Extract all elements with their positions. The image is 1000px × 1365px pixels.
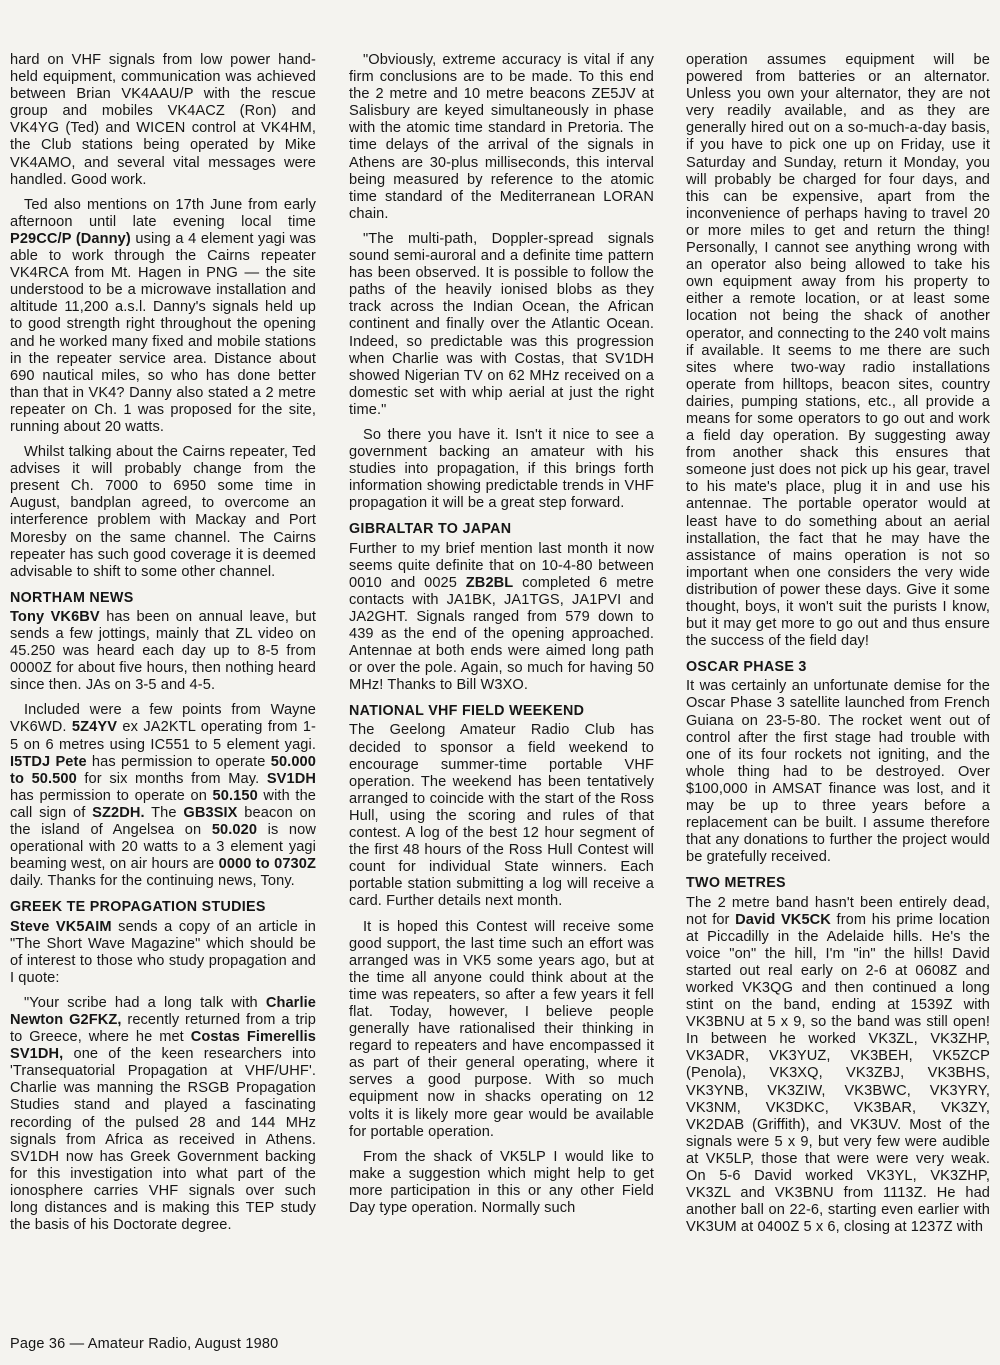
paragraph: "Your scribe had a long talk with Charlie Newton G2FKZ, recently returned from a trip to Greece, where he met Costas Fimerellis SV1DH, one of the keen researchers into 'Transequatorial Propagation at VHF/UHF'. Charlie was manning the RSGB Propagation Studies stand and played a fascinating recording of the pulsed 28 and 144 MHz signals from Africa as received in Athens. SV1DH now has Greek Government backing for this investigation into what part of the ionosphere carries VHF signals over such long distances and is making this TEP study the basis of his Doctorate degree.: [10, 994, 316, 1234]
paragraph: "Obviously, extreme accuracy is vital if any firm conclusions are to be made. To this end the 2 metre and 10 metre beacons ZE5JV at Salisbury are keyed simultaneously in phase with the atomic time standard in Pretoria. The time delays of the arrival of the signals in Athens are 30-plus milliseconds, this interval being measured by reference to the atomic time standard of the Mediterranean LORAN chain.: [349, 52, 654, 222]
section-heading-national-vhf: NATIONAL VHF FIELD WEEKEND: [349, 703, 585, 720]
paragraph: Included were a few points from Wayne VK6WD. 5Z4YV ex JA2KTL operating from 1-5 on 6 metres using IC551 to 5 element yagi. I5TDJ Pete has permission to operate 50.000 to 50.500 for six months from May. SV1DH has permission to operate on 50.150 with the call sign of SZ2DH. The GB3SIX beacon on the island of Angelsea on 50.020 is now operational with 20 watts to a 3 element yagi beaming west, on air hours are 0000 to 0730Z daily. Thanks for the continuing news, Tony.: [10, 702, 317, 890]
paragraph: The Geelong Amateur Radio Club has decided to sponsor a field weekend to encourage summer-time portable VHF operation. The weekend has been tentatively arranged to coincide with the start of the Ross Hull, using the scoring and rules of that contest. A log of the best 12 hour segment of the first 48 hours of the Ross Hull Contest will count for individual State winners. Each portable station submitting a log will receive a card. Further details next month.: [349, 722, 654, 910]
paragraph: hard on VHF signals from low power hand-held equipment, communication was achieved between Brian VK4AAU/P with the rescue group and mobiles VK4ACZ (Ron) and VK4YG (Ted) and WICEN control at VK4HM, the Club stations being operated by Mike VK4AMO, and several vital messages were handled. Good work.: [10, 52, 316, 188]
paragraph: Ted also mentions on 17th June from early afternoon until late evening local time P29CC/P (Danny) using a 4 element yagi was able to work through the Cairns repeater VK4RCA from Mt. Hagen in PNG — the site understood to be a microwave installation and altitude 11,200 a.s.l. Danny's signals held up to good strength right throughout the opening and he worked many fixed and mobile stations in the repeater service area. Distance about 690 nautical miles, so who has done better than that in VK4? Danny also stated a 2 metre repeater on Ch. 1 was proposed for the site, running about 20 watts.: [10, 196, 316, 435]
paragraph: Further to my brief mention last month it now seems quite definite that on 10-4-80 between 0010 and 0025 ZB2BL completed 6 metre contacts with JA1BK, JA1TGS, JA1PVI and JA2GHT. Signals ranged from 579 down to 439 as the end of the opening approached. Antennae at both ends were aimed long path or over the pole. Again, so much for having 50 MHz! Thanks to Bill W3XO.: [349, 540, 654, 694]
section-heading-two-metres: TWO METRES: [686, 875, 786, 892]
paragraph: "The multi-path, Doppler-spread signals sound semi-auroral and a definite time pattern has been observed. It is possible to follow the paths of the heavily ionised blobs as they track across the Indian Ocean, the African continent and finally over the Atlantic Ocean. Indeed, so predictable was this progression when Charlie was with Costas, that SV1DH showed Nigerian TV on 62 MHz received on a domestic set with whip aerial at just the right time.": [349, 230, 654, 418]
page-footer: Page 36 — Amateur Radio, August 1980: [10, 1336, 279, 1352]
callsign: P29CC/P (Danny): [10, 230, 131, 247]
column-2: [349, 52, 654, 1225]
paragraph: So there you have it. Isn't it nice to see a government backing an amateur with his studies into propagation, if this brings forth information showing predictable trends in VHF propagation it will be a great step forward.: [349, 426, 654, 512]
section-heading-northam-news: NORTHAM NEWS: [10, 589, 134, 606]
paragraph: Steve VK5AIM sends a copy of an article in "The Short Wave Magazine" which should be of interest to those who study propagation and I quote:: [10, 918, 316, 986]
paragraph: It was certainly an unfortunate demise for the Oscar Phase 3 satellite launched from French Guiana on 23-5-80. The rocket went out of control after the first stage had trouble with one of its four rockets not igniting, and the whole thing had to be destroyed. Over $100,000 in AMSAT finance was lost, and it may be up to three years before a replacement can be built. I assume therefore that any donations to further the project would be gratefully received.: [686, 678, 990, 866]
paragraph: From the shack of VK5LP I would like to make a suggestion which might help to get more participation in this or any other Field Day type operation. Normally such: [349, 1148, 654, 1216]
column-1: [10, 52, 316, 1242]
section-heading-greek-te: GREEK TE PROPAGATION STUDIES: [10, 899, 266, 916]
paragraph: Whilst talking about the Cairns repeater, Ted advises it will probably change from the present Ch. 7000 to 6950 some time in August, bandplan agreed, to overcome an interference problem with Mackay and Port Moresby on the same channel. The Cairns repeater has such good coverage it is deemed advisable to shift to some other channel.: [10, 444, 316, 580]
section-heading-gibraltar: GIBRALTAR TO JAPAN: [349, 521, 512, 538]
column-3: [686, 52, 990, 1244]
section-heading-oscar: OSCAR PHASE 3: [686, 659, 807, 676]
paragraph: Tony VK6BV has been on annual leave, but sends a few jottings, mainly that ZL video on 45.250 was heard each day up to 8-5 from 0000Z for about five hours, then nothing heard since then. JAs on 3-5 and 4-5.: [10, 608, 316, 694]
paragraph: operation assumes equipment will be powered from batteries or an alternator. Unless you own your alternator, they are not very readily available, and as they are generally hired out on a so-much-a-day basis, if you have to pick one up on Friday, use it Saturday and Sunday, return it Monday, you will probably be charged for four days, and this can be expensive, apart from the inconvenience of perhaps having to travel 20 or more miles to get and return the thing! Personally, I cannot see anything wrong with an operator also being allowed to take his own equipment away from his property to either a remote location, or at least some location not being the shack of another operator, and connecting to the 240 volt mains if available. It seems to me there are such sites where two-way radio installations operate from hilltops, beacon sites, country dairies, pumping stations, etc., all provide a means for some operators to go out and work a field day operation. By suggesting away from another shack this ensures that someone just does not pick up his gear, travel to his mate's place, plug it in and use his antennae. The portable operator would at least have to do something about an aerial installation, the fact that he may have the assistance of mains operation is not so important when one considers the very wide distribution of power these days. Give it some thought, boys, it won't suit the purists I know, but it may get more to go out and thus ensure the success of the field day!: [686, 52, 990, 650]
paragraph: It is hoped this Contest will receive some good support, the last time such an effort was arranged was in VK5 some years ago, but at the time all anyone could think about at the time was repeaters, so after a few years it fell flat. Today, however, I believe people generally have rationalised their thinking in regard to repeaters and have encompassed it as part of their general operating, where it serves a good purpose. With so much equipment now in shacks operating on 12 volts it is likely more gear would be available for portable operation.: [349, 918, 654, 1140]
paragraph: The 2 metre band hasn't been entirely dead, not for David VK5CK from his prime location at Piccadilly in the Adelaide hills. He's the voice "on" the hill, I'm "in" the hills! David started out real early on 2-6 at 0608Z and worked VK3QG and then continued a long stint on the band, ending at 1539Z with VK3BNU at 5 x 9, so the band was still open! In between he worked VK3ZL, VK3ZHP, VK3ADR, VK3YUZ, VK3BEH, VK5ZCP (Penola), VK3XQ, VK3ZBJ, VK3BHS, VK3YNB, VK3ZIW, VK3BWC, VK3YRY, VK3NM, VK3DKC, VK3BAR, VK3ZY, VK2DAB (Griffith), and VK3UV. Most of the signals were 5 x 9, but very few were audible at VK5LP, those that were were very weak. On 5-6 David worked VK3YL, VK3ZHP, VK3ZL and VK3BNU from 1113Z. He had another ball on 22-6, starting even earlier with VK3UM at 0400Z 5 x 6, closing at 1237Z with: [686, 894, 990, 1236]
